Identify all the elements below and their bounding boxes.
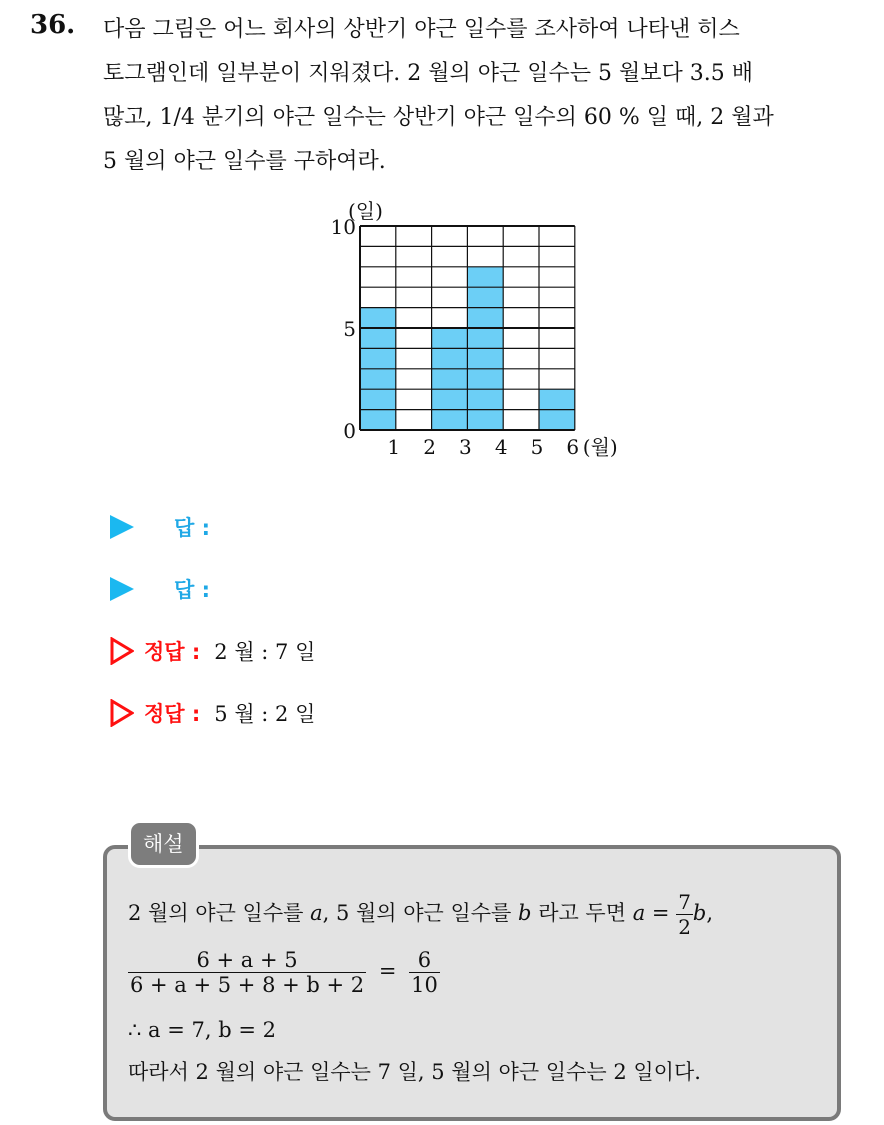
correct-answer-value: 5 월 : 2 일	[214, 702, 316, 726]
fraction-rhs	[409, 948, 440, 997]
x-tick-label: 3	[459, 435, 472, 459]
histogram-chart	[320, 188, 650, 468]
answer-label: 답 :	[174, 516, 210, 540]
correct-answer-label: 정답 :	[144, 640, 201, 664]
fraction-lhs	[128, 948, 366, 997]
correct-answer-value: 2 월 : 7 일	[214, 640, 316, 664]
y-unit-label: (일)	[348, 199, 383, 223]
variable-a: a	[310, 901, 323, 925]
variable-b: b	[692, 901, 707, 925]
solution-text: 라고 두면	[538, 901, 627, 925]
solution-line-3: ∴ a = 7, b = 2	[128, 1018, 276, 1042]
x-tick-label: 2	[423, 435, 436, 459]
correct-answer-row-2	[110, 696, 315, 730]
fraction-numerator: 6 + a + 5	[196, 948, 298, 972]
fraction-denominator: 2	[678, 915, 691, 939]
question-line: 많고, 1/4 분기의 야근 일수는 상반기 야근 일수의 60 % 일 때, 2 월과	[103, 105, 774, 130]
x-tick-label: 4	[494, 435, 508, 459]
play-triangle-icon	[110, 515, 134, 539]
histogram-bar-3	[432, 328, 468, 430]
solution-text: 2 월의 야근 일수를	[128, 901, 304, 925]
play-triangle-icon	[110, 577, 134, 601]
question-line: 다음 그림은 어느 회사의 상반기 야근 일수를 조사하여 나타낸 히스	[103, 17, 740, 42]
answer-label: 답 :	[174, 578, 210, 602]
solution-tag: 해설	[128, 820, 199, 868]
solution-line-4: 따라서 2 월의 야근 일수는 7 일, 5 월의 야근 일수는 2 일이다.	[128, 1060, 701, 1084]
solution-text: ,	[706, 901, 714, 925]
equation-lhs: a =	[632, 901, 670, 925]
outline-triangle-icon	[110, 637, 134, 665]
question-text	[103, 8, 863, 184]
answer-row-1	[110, 510, 224, 544]
question-number: 36.	[30, 10, 76, 40]
equals-sign: =	[378, 959, 397, 983]
solution-line-1	[128, 890, 713, 939]
variable-b: b	[518, 901, 532, 925]
solution-text: , 5 월의 야근 일수를	[322, 901, 512, 925]
x-tick-label: 5	[530, 435, 544, 459]
x-tick-label: 1	[387, 435, 401, 459]
fraction-numerator: 6	[417, 948, 432, 972]
y-tick-label: 5	[343, 317, 356, 341]
outline-triangle-icon	[110, 699, 134, 727]
question-line: 토그램인데 일부분이 지워졌다. 2 월의 야근 일수는 5 월보다 3.5 배	[103, 61, 753, 86]
fraction-denominator: 6 + a + 5 + 8 + b + 2	[130, 973, 365, 997]
solution-line-2	[128, 948, 440, 997]
y-tick-label: 0	[343, 419, 356, 443]
fraction-numerator: 7	[678, 890, 691, 914]
question-line: 5 월의 야근 일수를 구하여라.	[103, 149, 386, 174]
fraction-denominator: 10	[411, 973, 438, 997]
fraction-7-over-2	[676, 890, 693, 939]
answer-row-2	[110, 572, 224, 606]
x-tick-label: 6	[566, 435, 580, 459]
x-unit-label: (월)	[582, 435, 618, 459]
y-tick-label: 10	[330, 215, 356, 239]
correct-answer-label: 정답 :	[144, 702, 201, 726]
correct-answer-row-1	[110, 634, 315, 668]
